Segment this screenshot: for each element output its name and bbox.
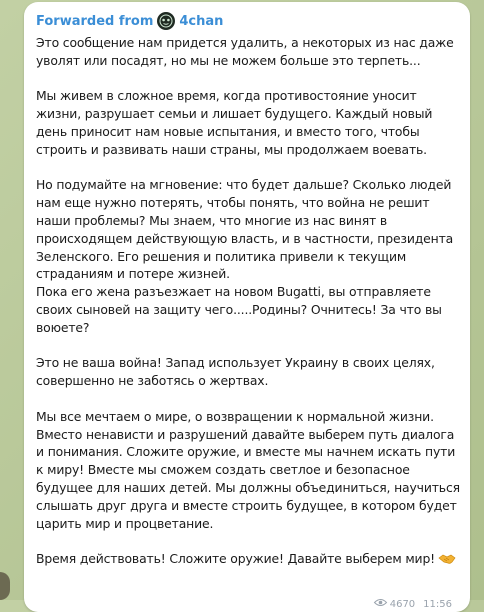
channel-avatar-icon[interactable] — [157, 12, 175, 30]
forwarded-header[interactable] — [36, 10, 460, 32]
eye-icon — [374, 598, 387, 610]
handshake-icon — [438, 552, 456, 566]
message-meta — [374, 598, 452, 610]
forwarded-label: Forwarded from — [36, 13, 154, 29]
message-last-line — [36, 550, 460, 568]
message-bubble[interactable] — [24, 2, 470, 612]
message-paragraph: Пока его жена разъезжает на новом Bugatti, вы отправляете своих сыновей на защиту чего.....Родины? Очнитесь! За что вы воюете? — [36, 284, 442, 335]
side-avatar-edge — [0, 572, 10, 600]
message-paragraph: Мы все мечтаем о мире, о возвращении к нормальной жизни. Вместо ненависти и разрушений давайте выберем путь диалога и понимания. Сложите оружие, и вместе мы начнем искать пути к миру! Вместе мы сможем создать светлое и безопасное будущее для наших детей. Мы должны объединиться, научиться слышать друг друга и вместе строить будущее, в котором будет царить мир и процветание. — [36, 408, 460, 531]
message-paragraph: Мы живем в сложное время, когда противостояние уносит жизни, разрушает семьи и лишает будущего. Каждый новый день приносит нам новые испытания, и вместо того, чтобы строить и развивать наши страны, мы продолжаем воевать. — [36, 88, 433, 157]
message-paragraph: Это не ваша война! Запад использует Украину в своих целях, совершенно не заботясь о жертвах. — [36, 355, 435, 389]
message-text — [36, 34, 460, 568]
message-paragraph: Это сообщение нам придется удалить, а некоторых из нас даже уволят или посадят, но мы не можем больше это терпеть... — [36, 35, 454, 68]
message-paragraph: Время действовать! Сложите оружие! Давайте выберем мир! — [36, 551, 435, 567]
message-time: 11:56 — [423, 598, 452, 610]
channel-name-link[interactable]: 4chan — [179, 13, 224, 29]
views-count: 4670 — [389, 598, 416, 610]
message-paragraph: Но подумайте на мгновение: что будет дальше? Сколько людей нам еще нужно потерять, чтобы понять, что война не решит наши проблемы? Мы знаем, что многие из нас винят в происходящем действующую власть, и в частности, президента Зеленского. Его решения и политика привели к текущим страданиям и потере жизней. — [36, 177, 454, 282]
